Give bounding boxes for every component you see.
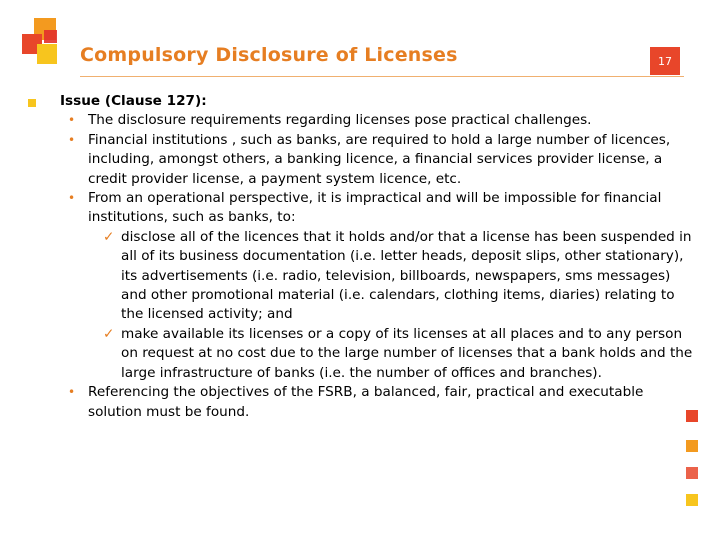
bullet-dot-icon: • bbox=[68, 132, 76, 147]
bullet-item bbox=[28, 383, 696, 422]
title-divider bbox=[80, 76, 684, 77]
slide-number-badge: 17 bbox=[650, 47, 680, 75]
checkmark-icon: ✓ bbox=[103, 228, 115, 245]
bullet-text: Referencing the objectives of the FSRB, a balanced, fair, practical and executable solution must be found. bbox=[88, 384, 644, 420]
checkmark-icon: ✓ bbox=[103, 325, 115, 342]
side-square-3 bbox=[686, 467, 698, 479]
issue-heading-item bbox=[28, 92, 696, 111]
slide-title: Compulsory Disclosure of Licenses bbox=[80, 44, 458, 66]
square-bullet-icon bbox=[28, 99, 36, 107]
bullet-text: From an operational perspective, it is impractical and will be impossible for financial institutions, such as banks, to: bbox=[88, 190, 662, 226]
bullet-text: The disclosure requirements regarding licenses pose practical challenges. bbox=[88, 112, 592, 129]
sub-bullet-item bbox=[28, 228, 696, 325]
bullet-dot-icon: • bbox=[68, 191, 76, 206]
sub-bullet-text: make available its licenses or a copy of its licenses at all places and to any person on request at no cost due to the large number of licenses that a bank holds and the large infrastructure of banks (i.e. the number of offices and branches). bbox=[121, 325, 693, 381]
sub-bullet-text: disclose all of the licences that it holds and/or that a license has been suspended in all of its business documentation (i.e. letter heads, deposit slips, other stationary), its advertisements (i.e. radio, television, billboards, newspapers, sms messages) and other promotional material (i.e. calendars, clothing items, diaries) relating to the licensed activity; and bbox=[121, 228, 692, 323]
bullet-text: Financial institutions , such as banks, are required to hold a large number of licences, including, amongst others, a banking licence, a financial services provider license, a credit provider license, a payment system licence, etc. bbox=[88, 131, 671, 187]
bullet-item bbox=[28, 111, 696, 130]
bullet-item bbox=[28, 189, 696, 228]
logo-square-yellow bbox=[37, 44, 57, 64]
bullet-dot-icon: • bbox=[68, 113, 76, 128]
side-square-2 bbox=[686, 440, 698, 452]
bullet-dot-icon: • bbox=[68, 385, 76, 400]
sub-bullet-item bbox=[28, 325, 696, 383]
bullet-item bbox=[28, 131, 696, 189]
side-square-4 bbox=[686, 494, 698, 506]
logo-square-red-small bbox=[44, 30, 57, 43]
slide-body bbox=[28, 92, 696, 422]
issue-heading: Issue (Clause 127): bbox=[60, 93, 207, 109]
